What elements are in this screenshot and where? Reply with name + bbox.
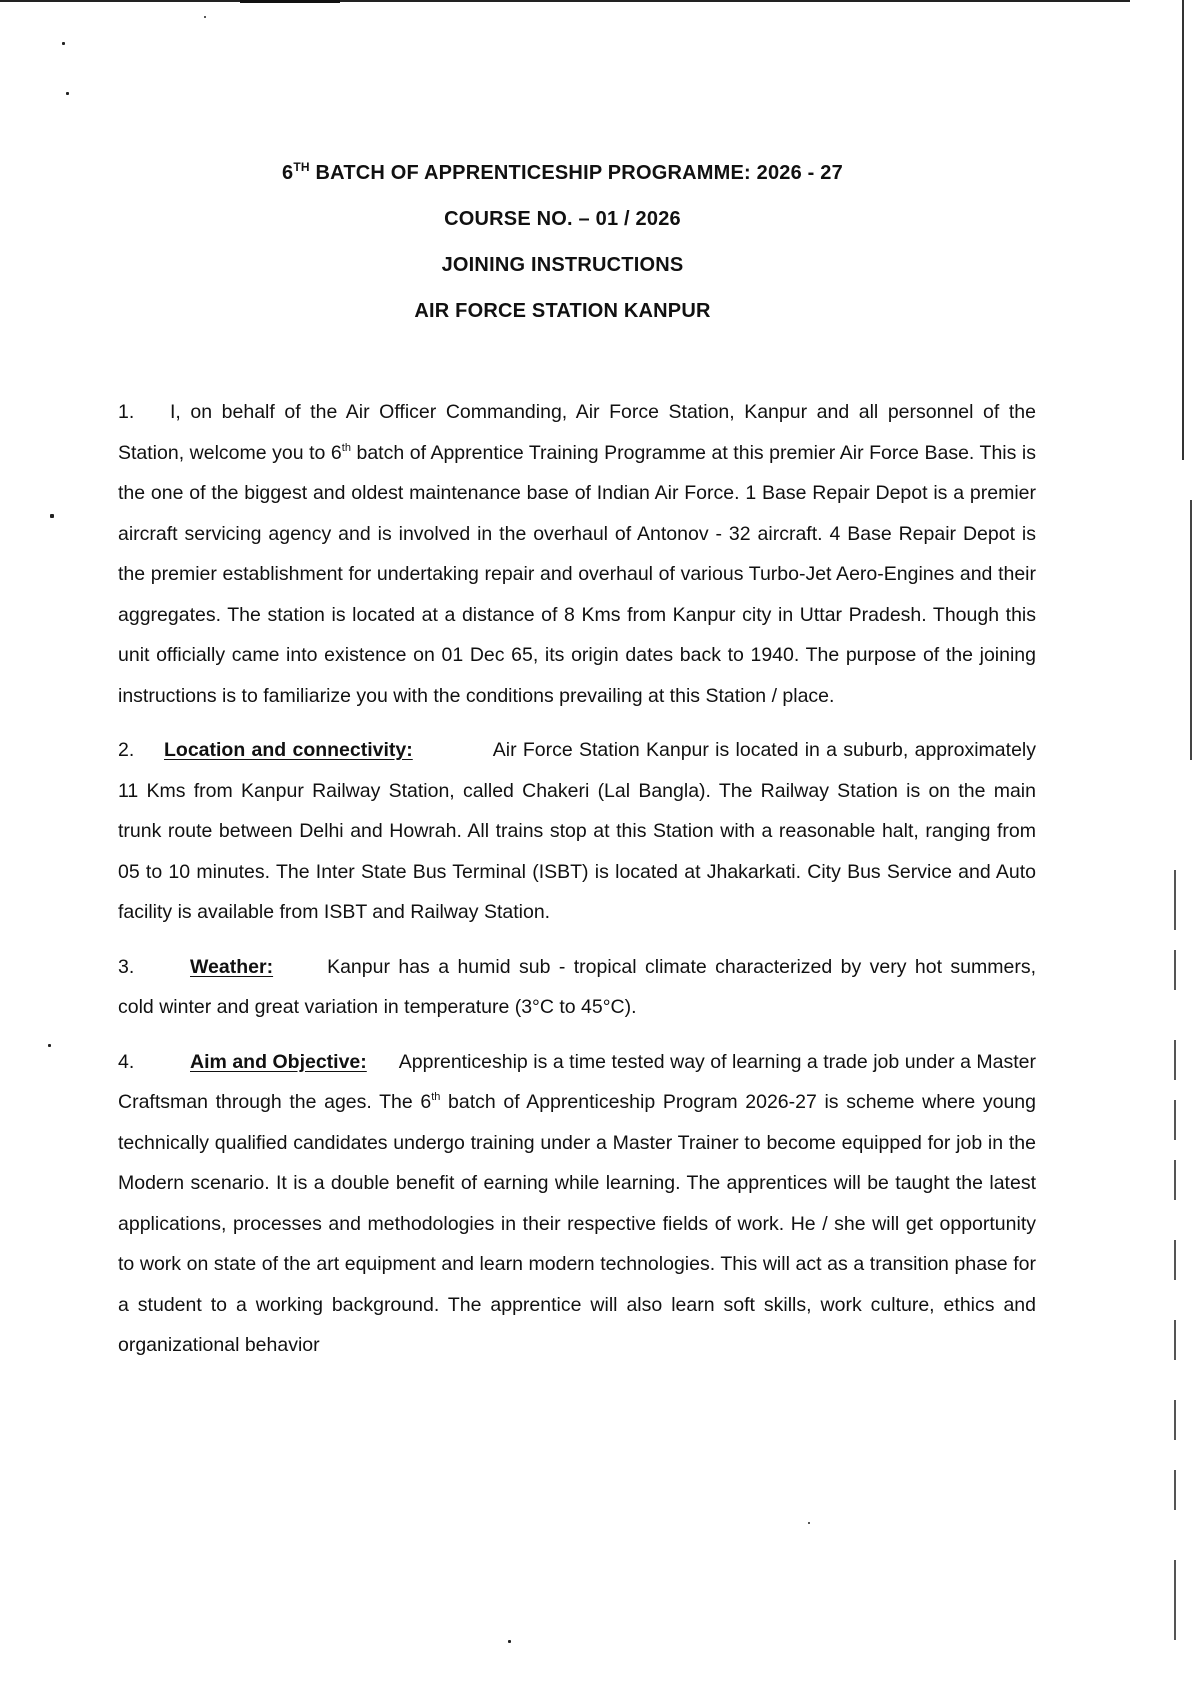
programme-title: 6TH BATCH OF APPRENTICESHIP PROGRAMME: 2026 - 27	[282, 160, 843, 184]
station-name: AIR FORCE STATION KANPUR	[414, 300, 711, 322]
scan-speck	[48, 1044, 51, 1047]
section-title-weather: Weather:	[190, 955, 274, 978]
document-heading	[0, 160, 1125, 344]
scan-right-edge-mark	[1174, 1400, 1176, 1440]
section-title-location: Location and connectivity:	[164, 739, 413, 761]
scan-right-edge-line-lower	[1190, 500, 1192, 760]
paragraph-location: 2. Location and connectivity: Air Force Station Kanpur is located in a suburb, approximately 11 Kms from Kanpur Railway Station, called Chakeri (Lal Bangla). The Railway Station is on the main trunk route between Delhi and Howrah. All trains stop at this Station with a reasonable halt, ranging from 05 to 10 minutes. The Inter State Bus Terminal (ISBT) is located at Jhakarkati. City Bus Service and Auto facility is available from ISBT and Railway Station.	[118, 730, 1036, 933]
scan-right-edge-mark	[1174, 1560, 1176, 1640]
paragraph-number: 4.	[118, 1050, 135, 1073]
paragraph-welcome: 1. I, on behalf of the Air Officer Commanding, Air Force Station, Kanpur and all personnel of the Station, welcome you to 6th batch of Apprentice Training Programme at this premier Air Force Base. This is the one of the biggest and oldest maintenance base of Indian Air Force. 1 Base Repair Depot is a premier aircraft servicing agency and is involved in the overhaul of Antonov - 32 aircraft. 4 Base Repair Depot is the premier establishment for undertaking repair and overhaul of various Turbo-Jet Aero-Engines and their aggregates. The station is located at a distance of 8 Kms from Kanpur city in Uttar Pradesh. Though this unit officially came into existence on 01 Dec 65, its origin dates back to 1940. The purpose of the joining instructions is to familiarize you with the conditions prevailing at this Station / place.	[118, 392, 1036, 716]
scan-right-edge-mark	[1174, 1240, 1176, 1280]
document-body	[118, 392, 1036, 1366]
scan-right-edge-mark	[1174, 1470, 1176, 1510]
scan-right-edge-mark	[1174, 1160, 1176, 1200]
scan-speck	[62, 42, 65, 45]
scan-right-edge-line	[1182, 0, 1184, 460]
scan-speck	[50, 514, 54, 518]
paragraph-number: 1.	[118, 401, 135, 423]
scan-right-edge-mark	[1174, 870, 1176, 930]
scan-speck	[66, 92, 69, 95]
scan-speck	[508, 1640, 511, 1643]
scan-speck	[204, 16, 206, 18]
paragraph-weather: 3. Weather: Kanpur has a humid sub - tropical climate characterized by very hot summers, cold winter and great variation in temperature (3°C to 45°C).	[118, 947, 1036, 1028]
paragraph-number: 2.	[118, 739, 135, 761]
section-title-aim: Aim and Objective:	[190, 1050, 367, 1073]
scan-speck	[808, 1522, 810, 1524]
paragraph-aim: 4. Aim and Objective: Apprenticeship is a time tested way of learning a trade job under a Master Craftsman through the ages. The 6th batch of Apprenticeship Program 2026-27 is scheme where young technically qualified candidates undergo training under a Master Trainer to become equipped for job in the Modern scenario. It is a double benefit of earning while learning. The apprentices will be taught the latest applications, processes and methodologies in their respective fields of work. He / she will get opportunity to work on state of the art equipment and learn modern technologies. This will act as a transition phase for a student to a working background. The apprentice will also learn soft skills, work culture, ethics and organizational behavior	[118, 1042, 1036, 1366]
scan-right-edge-mark	[1174, 1100, 1176, 1140]
scan-top-border-mark	[240, 0, 340, 3]
course-number: COURSE NO. – 01 / 2026	[444, 208, 681, 230]
scan-right-edge-mark	[1174, 950, 1176, 990]
paragraph-number: 3.	[118, 955, 135, 978]
scan-right-edge-mark	[1174, 1040, 1176, 1080]
scan-top-border-line	[0, 0, 1130, 2]
scan-right-edge-mark	[1174, 1320, 1176, 1360]
joining-instructions-title: JOINING INSTRUCTIONS	[441, 254, 684, 276]
